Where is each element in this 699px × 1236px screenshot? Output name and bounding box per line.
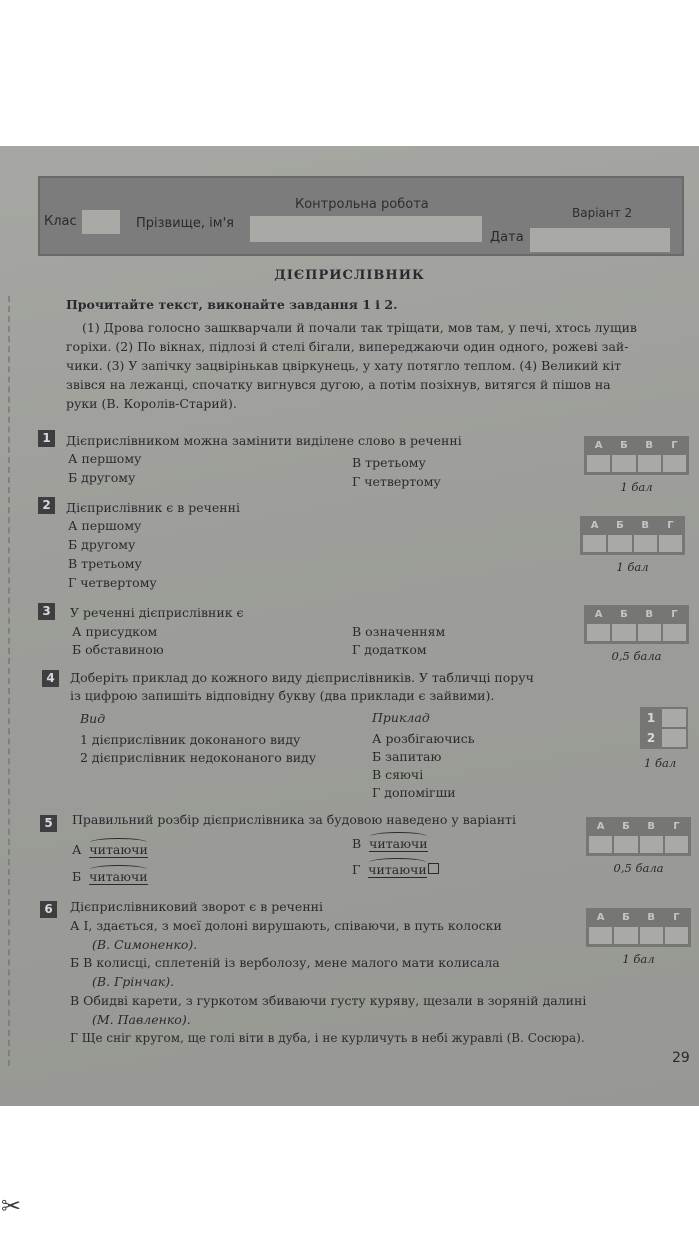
- option: А І, здається, з моєї долоні вирушають, співаючи, в путь колоски: [70, 918, 502, 933]
- word-parse: читаючи: [89, 842, 148, 857]
- answer-letter: Б: [616, 520, 624, 531]
- text-line: (1) Дрова голосно зашкварчали й почали так тріщати, мов там, у печі, хтось лущив: [82, 320, 637, 335]
- answer-cell[interactable]: [659, 535, 682, 552]
- question-number: 4: [42, 670, 59, 687]
- answer-grid: [586, 817, 691, 875]
- answer-letter: В: [645, 440, 653, 451]
- test-header: [38, 176, 684, 256]
- answer-cell[interactable]: [608, 535, 631, 552]
- answer-cell[interactable]: [587, 624, 610, 641]
- question-text: У реченні дієприслівник є: [70, 605, 244, 620]
- option: Б другому: [68, 470, 136, 485]
- example-item: Б запитаю: [372, 749, 442, 764]
- option-letter: В: [352, 836, 362, 851]
- reading-text: [66, 318, 688, 413]
- option-b: [72, 869, 148, 885]
- class-label: Клас: [44, 214, 77, 229]
- answer-cell[interactable]: [612, 624, 635, 641]
- answer-cell[interactable]: [640, 927, 663, 944]
- answer-letter: Б: [622, 912, 630, 923]
- answer-grid: [584, 436, 689, 494]
- class-field[interactable]: [82, 210, 120, 234]
- match-cell[interactable]: [662, 729, 686, 747]
- ending-box-icon: [428, 863, 439, 874]
- scissors-icon: ✂: [1, 1192, 22, 1220]
- score-label: 0,5 бала: [611, 649, 662, 663]
- option: Г Ще сніг кругом, ще голі віти в дуба, і не курличуть в небі журавлі (В. Сосюра).: [70, 1031, 585, 1045]
- score-label: 1 бал: [616, 560, 649, 574]
- date-label: Дата: [490, 230, 524, 245]
- option-g: [352, 862, 439, 878]
- answer-letter: А: [596, 912, 605, 923]
- answer-cell[interactable]: [665, 836, 688, 853]
- answer-letter: Г: [667, 520, 674, 531]
- example-item: Г допомігши: [372, 785, 456, 800]
- option: Г четвертому: [352, 474, 441, 489]
- option: В третьому: [68, 556, 142, 571]
- answer-letter: Г: [671, 440, 678, 451]
- answer-grid: [586, 908, 691, 966]
- example-item: А розбігаючись: [372, 731, 475, 746]
- answer-letter: В: [645, 609, 653, 620]
- answer-letter: Г: [673, 821, 680, 832]
- answer-letter: В: [641, 520, 649, 531]
- question-text: Правильний розбір дієприслівника за будовою наведено у варіанті: [72, 812, 516, 827]
- option-letter: Г: [352, 862, 361, 877]
- answer-cell[interactable]: [634, 535, 657, 552]
- text-line: руки (В. Королів-Старий).: [66, 396, 237, 411]
- intro-instruction: Прочитайте текст, виконайте завдання 1 і 2.: [66, 297, 398, 312]
- answer-letter: А: [594, 609, 603, 620]
- answer-cell[interactable]: [663, 455, 686, 472]
- text-line: звівся на лежанці, спочатку вигнувся дугою, а потім позіхнув, витягся й пішов на: [66, 377, 611, 392]
- answer-cell[interactable]: [589, 836, 612, 853]
- answer-cell[interactable]: [663, 624, 686, 641]
- option: Б обставиною: [72, 642, 164, 657]
- answer-letter: А: [596, 821, 605, 832]
- question-text: Дієприслівником можна замінити виділене слово в реченні: [66, 433, 462, 448]
- option: Б другому: [68, 537, 136, 552]
- answer-letter: В: [647, 912, 655, 923]
- name-field[interactable]: [250, 216, 482, 242]
- question-number: 6: [40, 901, 57, 918]
- option: А першому: [68, 518, 142, 533]
- question-number: 1: [38, 430, 55, 447]
- question-number: 3: [38, 603, 55, 620]
- question-text: із цифрою запишіть відповідну букву (два приклади є зайвими).: [70, 688, 495, 703]
- option-v: [352, 836, 428, 852]
- score-label: 1 бал: [620, 480, 653, 494]
- answer-cell[interactable]: [614, 836, 637, 853]
- word-parse: читаючи: [368, 862, 427, 877]
- answer-letter: В: [647, 821, 655, 832]
- answer-cell[interactable]: [587, 455, 610, 472]
- answer-letter: Б: [620, 609, 628, 620]
- option-letter: А: [72, 842, 82, 857]
- option-author: (В. Симоненко).: [92, 937, 198, 952]
- option: Г додатком: [352, 642, 427, 657]
- kind-item: 1 дієприслівник доконаного виду: [80, 732, 301, 747]
- option: В Обидві карети, з гуркотом збиваючи густу куряву, щезали в зоряній далині: [70, 993, 587, 1008]
- answer-grid: [580, 516, 685, 574]
- option: А присудком: [72, 624, 158, 639]
- match-number: 2: [646, 731, 656, 745]
- option: А першому: [68, 451, 142, 466]
- question-number: 5: [40, 815, 57, 832]
- option: В означенням: [352, 624, 446, 639]
- answer-cell[interactable]: [614, 927, 637, 944]
- answer-cell[interactable]: [640, 836, 663, 853]
- score-label: 1 бал: [622, 952, 655, 966]
- answer-letter: Б: [620, 440, 628, 451]
- text-line: чики. (3) У запічку зацвірінькав цвіркунець, у хату потягло теплом. (4) Великий кіт: [66, 358, 622, 373]
- test-title: Контрольна робота: [295, 197, 429, 212]
- answer-letter: А: [594, 440, 603, 451]
- score-label: 0,5 бала: [613, 861, 664, 875]
- answer-cell[interactable]: [638, 624, 661, 641]
- example-item: В сяючі: [372, 767, 424, 782]
- column-header-example: Приклад: [372, 710, 430, 725]
- match-number: 1: [646, 711, 656, 725]
- answer-letter: Г: [673, 912, 680, 923]
- word-parse: читаючи: [369, 836, 428, 851]
- answer-cell[interactable]: [638, 455, 661, 472]
- question-text: Дієприслівник є в реченні: [66, 500, 240, 515]
- answer-letter: А: [590, 520, 599, 531]
- word-parse: читаючи: [89, 869, 148, 884]
- page-title: ДІЄПРИСЛІВНИК: [274, 268, 425, 283]
- page-number: 29: [672, 1050, 690, 1066]
- option: Г четвертому: [68, 575, 157, 590]
- option-author: (М. Павленко).: [92, 1012, 191, 1027]
- answer-letter: Г: [671, 609, 678, 620]
- question-number: 2: [38, 497, 55, 514]
- option-letter: Б: [72, 869, 82, 884]
- match-cell[interactable]: [662, 709, 686, 727]
- option: Б В колисці, сплетеній із верболозу, мене малого мати колисала: [70, 955, 500, 970]
- name-label: Прізвище, ім'я: [136, 216, 234, 231]
- answer-cell[interactable]: [612, 455, 635, 472]
- score-label: 1 бал: [644, 756, 677, 770]
- date-field[interactable]: [530, 228, 670, 252]
- answer-cell[interactable]: [583, 535, 606, 552]
- option-a: [72, 842, 148, 858]
- option-author: (В. Грінчак).: [92, 974, 175, 989]
- match-table: [640, 707, 688, 749]
- answer-grid: [584, 605, 689, 663]
- variant-label: Варіант 2: [572, 206, 633, 220]
- cut-line: [8, 296, 10, 1066]
- answer-cell[interactable]: [665, 927, 688, 944]
- answer-letter: Б: [622, 821, 630, 832]
- answer-cell[interactable]: [589, 927, 612, 944]
- column-header-kind: Вид: [80, 711, 106, 726]
- question-text: Дієприслівниковий зворот є в реченні: [70, 899, 323, 914]
- text-line: горіхи. (2) По вікнах, підлозі й стелі бігали, випереджаючи один одного, рожеві зай-: [66, 339, 629, 354]
- kind-item: 2 дієприслівник недоконаного виду: [80, 750, 317, 765]
- question-text: Доберіть приклад до кожного виду дієприслівників. У табличці поруч: [70, 670, 534, 685]
- option: В третьому: [352, 455, 426, 470]
